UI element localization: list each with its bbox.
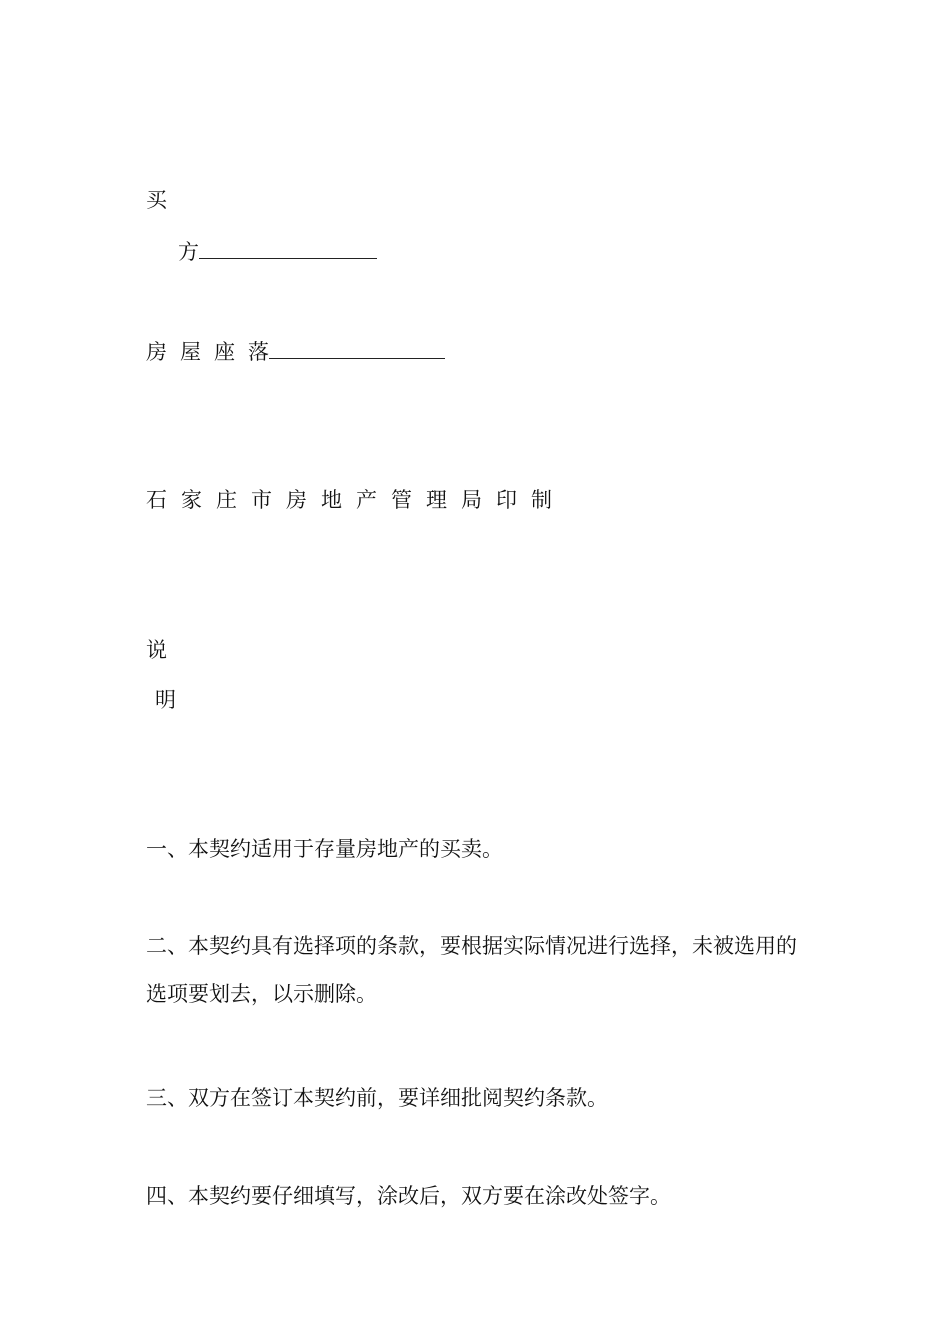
- buyer-blank-line[interactable]: [199, 238, 377, 259]
- instruction-item-1: 一、本契约适用于存量房地产的买卖。: [146, 837, 503, 861]
- property-location-field: [146, 338, 445, 366]
- instructions-heading-part2: 明: [155, 688, 176, 712]
- publisher-line: 石家庄市房地产管理局印制: [146, 488, 566, 512]
- instruction-item-2: 二、本契约具有选择项的条款，要根据实际情况进行选择，未被选用的选项要划去，以示删除。: [146, 934, 797, 1006]
- instruction-item-4: 四、本契约要仔细填写，涂改后，双方要在涂改处签字。: [146, 1184, 671, 1208]
- buyer-field: [178, 238, 377, 266]
- property-location-blank-line[interactable]: [269, 338, 445, 359]
- instructions-heading-part1: 说: [146, 638, 167, 662]
- buyer-label-part1: 买: [146, 188, 167, 212]
- buyer-label-part2: 方: [178, 240, 199, 264]
- property-location-label: 房屋座落: [146, 340, 282, 364]
- instruction-item-3: 三、双方在签订本契约前，要详细批阅契约条款。: [146, 1086, 608, 1110]
